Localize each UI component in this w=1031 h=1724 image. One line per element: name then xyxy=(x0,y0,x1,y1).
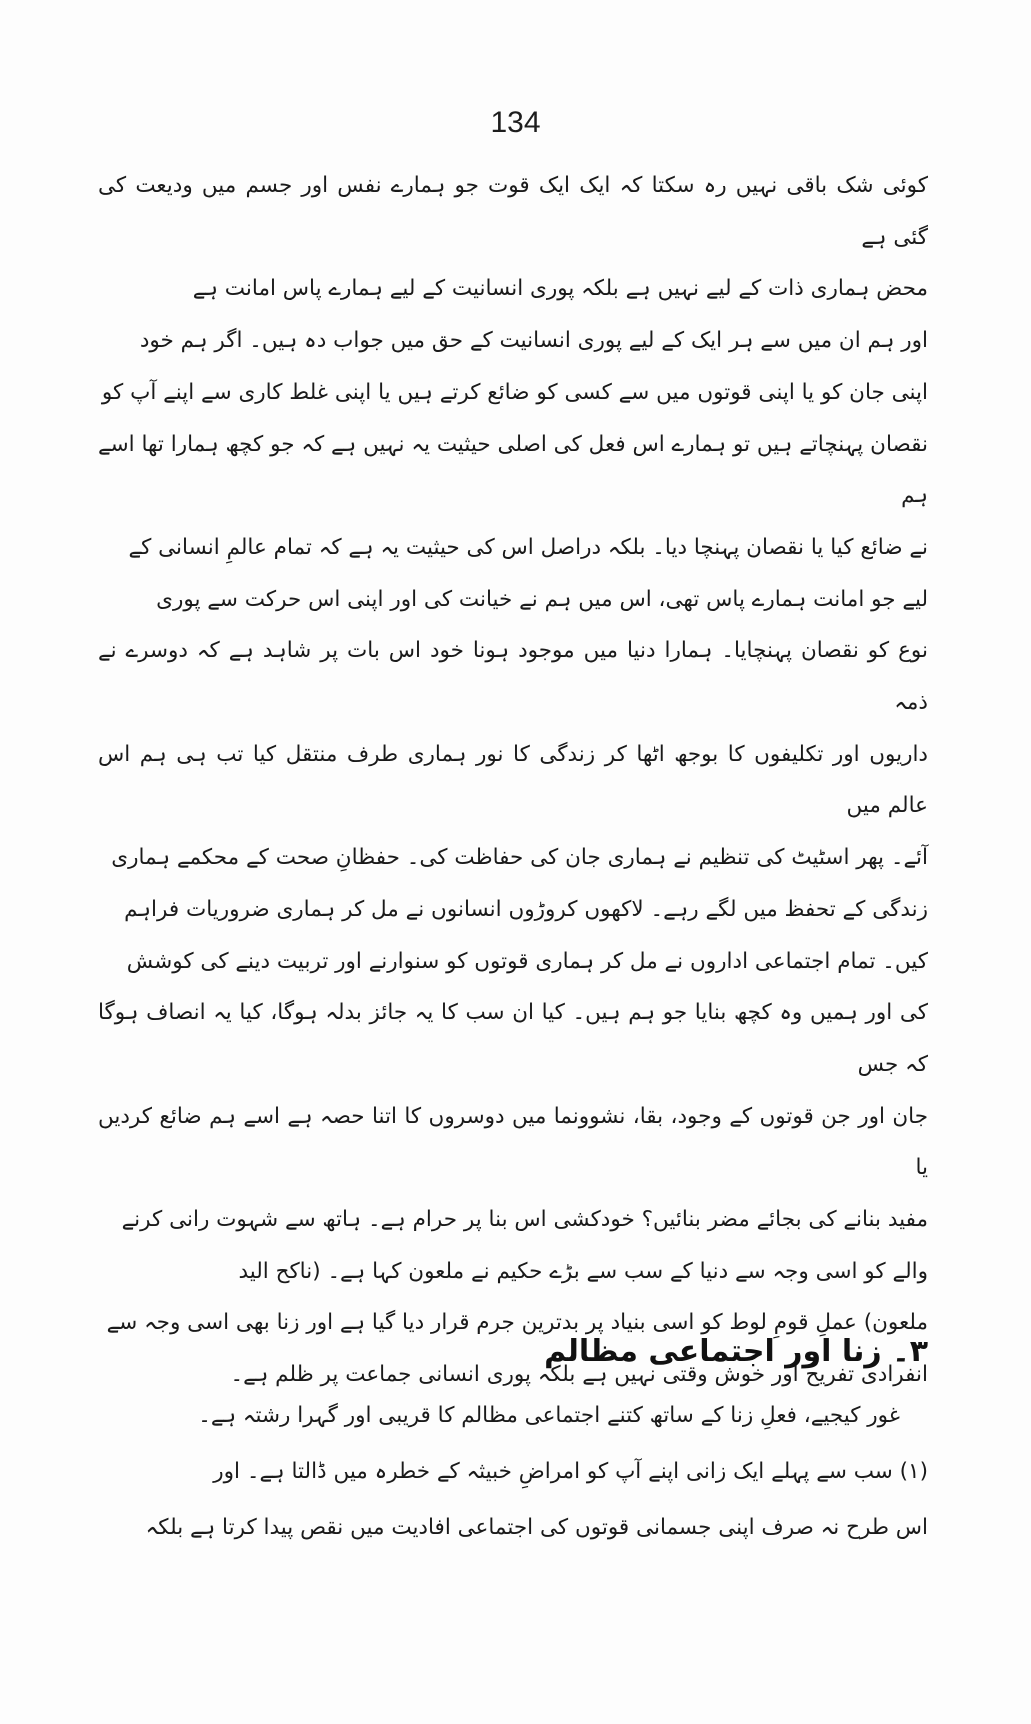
section-text-block xyxy=(98,1388,928,1556)
main-text-block xyxy=(98,160,928,1401)
page-number: 134 xyxy=(490,106,541,139)
section-intro: غور کیجیے، فعلِ زنا کے ساتھ کتنے اجتماعی مظالم کا قریبی اور گہرا رشتہ ہے۔ xyxy=(198,1403,900,1428)
paragraph-2: (۱) سب سے پہلے ایک زانی اپنے آپ کو امراضِ خبیثہ کے خطرہ میں ڈالتا ہے۔ اور اس طرح نہ صرف اپنی جسمانی قوتوں کی اجتماعی افادیت میں نقص پیدا کرتا ہے بلکہ xyxy=(145,1459,928,1540)
section-heading: ۳۔ زنا اور اجتماعی مظالم xyxy=(544,1334,928,1369)
paragraph-1: کوئی شک باقی نہیں رہ سکتا کہ ایک ایک قوت جو ہمارے نفس اور جسم میں ودیعت کی گئی ہے محض ہماری ذات کے لیے نہیں ہے بلکہ پوری انسانیت کے لیے ہمارے پاس امانت ہے اور ہم ان میں سے ہر ایک کے لیے پوری انسانیت کے حق میں جواب دہ ہیں۔ اگر ہم خود اپنی جان کو یا اپنی قوتوں میں سے کسی کو ضائع کرتے ہیں یا اپنی غلط کاری سے اپنے آپ کو نقصان پہنچاتے ہیں تو ہمارے اس فعل کی اصلی حیثیت یہ نہیں ہے کہ جو کچھ ہمارا تھا اسے ہم نے ضائع کیا یا نقصان پہنچا دیا۔ بلکہ دراصل اس کی حیثیت یہ ہے کہ تمام عالمِ انسانی کے لیے جو امانت ہمارے پاس تھی، اس میں ہم نے خیانت کی اور اپنی اس حرکت سے پوری نوع کو نقصان پہنچایا۔ ہمارا دنیا میں موجود ہونا خود اس بات پر شاہد ہے کہ دوسرے نے ذمہ داریوں اور تکلیفوں کا بوجھ اٹھا کر زندگی کا نور ہماری طرف منتقل کیا تب ہی ہم اس عالم میں آئے۔ پھر اسٹیٹ کی تنظیم نے ہماری جان کی حفاظت کی۔ حفظانِ صحت کے محکمے ہماری زندگی کے تحفظ میں لگے رہے۔ لاکھوں کروڑوں انسانوں نے مل کر ہماری ضروریات فراہم کیں۔ تمام اجتماعی اداروں نے مل کر ہماری قوتوں کو سنوارنے اور تربیت دینے کی کوشش کی اور ہمیں وہ کچھ بنایا جو ہم ہیں۔ کیا ان سب کا یہ جائز بدلہ ہوگا، کیا یہ انصاف ہوگا کہ جس جان اور جن قوتوں کے وجود، بقا، نشوونما میں دوسروں کا اتنا حصہ ہے اسے ہم ضائع کردیں یا مفید بنانے کی بجائے مضر بنائیں؟ خودکشی اس بنا پر حرام ہے۔ ہاتھ سے شہوت رانی کرنے والے کو اسی وجہ سے دنیا کے سب سے بڑے حکیم نے ملعون کہا ہے۔ (ناکح الید ملعون) عملِ قومِ لوط کو اسی بنیاد پر بدترین جرم قرار دیا گیا ہے اور زنا بھی اسی وجہ سے انفرادی تفریح اور خوش وقتی نہیں ہے بلکہ پوری انسانی جماعت پر ظلم ہے۔ xyxy=(98,173,928,1388)
